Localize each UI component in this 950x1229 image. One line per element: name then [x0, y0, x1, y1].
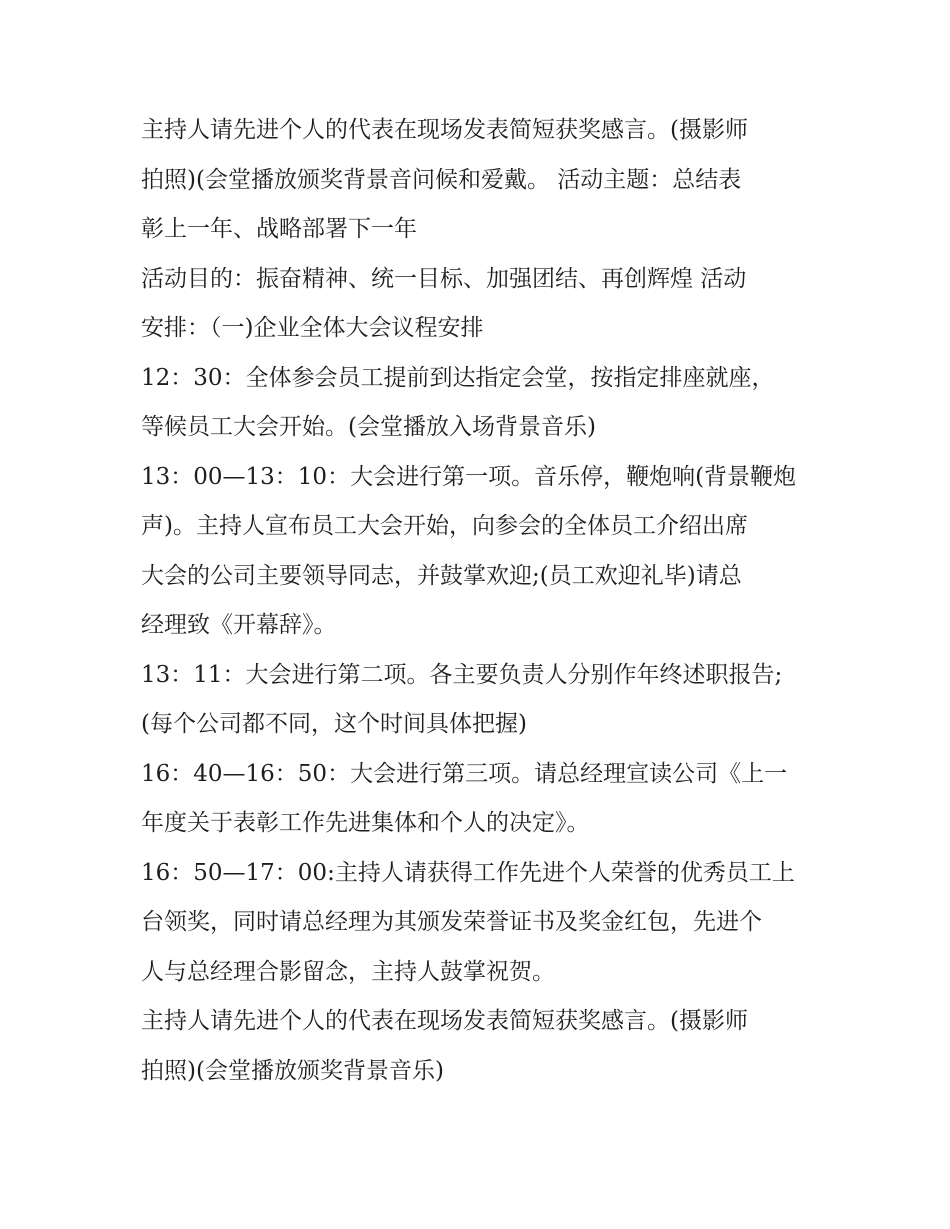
text-line: 彰上一年、战略部署下一年: [141, 216, 417, 242]
text-line: 13：11：大会进行第二项。各主要负责人分别作年终述职报告;: [141, 661, 783, 688]
text-line: 声)。主持人宣布员工大会开始，向参会的全体员工介绍出席: [141, 513, 748, 539]
text-line: 活动目的：振奋精神、统一目标、加强团结、再创辉煌 活动: [141, 265, 747, 292]
text-line: 台领奖，同时请总经理为其颁发荣誉证书及奖金红包，先进个: [141, 909, 762, 935]
text-line: 拍照)(会堂播放颁奖背景音问候和爱戴。 活动主题：总结表: [141, 166, 742, 193]
text-line: 拍照)(会堂播放颁奖背景音乐): [141, 1057, 444, 1084]
text-line: 主持人请先进个人的代表在现场发表简短获奖感言。(摄影师: [141, 117, 748, 143]
text-line: 等候员工大会开始。(会堂播放入场背景音乐): [141, 414, 596, 440]
text-line: 年度关于表彰工作先进集体和个人的决定》。: [141, 810, 590, 836]
text-line: 16：40—16：50：大会进行第三项。请总经理宣读公司《上一: [141, 760, 788, 787]
text-line: 人与总经理合影留念，主持人鼓掌祝贺。: [141, 958, 555, 985]
document-body: [141, 106, 821, 1096]
text-line: 经理致《开幕辞》。: [141, 612, 337, 638]
text-line: 主持人请先进个人的代表在现场发表简短获奖感言。(摄影师: [141, 1008, 748, 1034]
text-line: (每个公司都不同，这个时间具体把握): [141, 711, 527, 737]
text-line: 大会的公司主要领导同志，并鼓掌欢迎;(员工欢迎礼毕)请总: [141, 562, 742, 589]
text-line: 安排：（一)企业全体大会议程安排: [141, 315, 484, 341]
text-line: 16：50—17：00:主持人请获得工作先进个人荣誉的优秀员工上: [141, 859, 795, 886]
text-line: 13：00—13：10：大会进行第一项。音乐停，鞭炮响(背景鞭炮: [141, 463, 797, 490]
text-line: 12：30：全体参会员工提前到达指定会堂，按指定排座就座，: [141, 364, 775, 391]
